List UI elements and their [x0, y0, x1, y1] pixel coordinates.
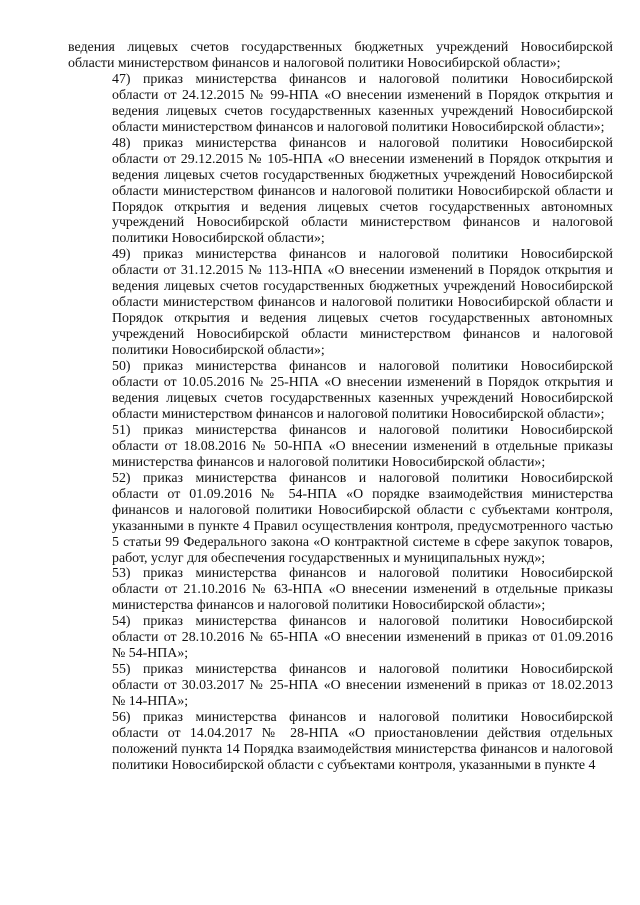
text-line: 48) приказ министерства финансов и налоговой политики Новосибирской [112, 135, 613, 151]
paragraph [68, 136, 613, 248]
text-line: ведения лицевых счетов государственных бюджетных учреждений Новосибирской [112, 279, 613, 295]
text-line: политики Новосибирской области с субъектами контроля, указанными в пункте 4 [112, 757, 596, 773]
text-line: 47) приказ министерства финансов и налоговой политики Новосибирской [112, 71, 613, 87]
text-line: указанными в пункте 4 Правил осуществления контроля, предусмотренного частью [112, 518, 613, 534]
text-line: 49) приказ министерства финансов и налоговой политики Новосибирской [112, 247, 613, 263]
text-line: ведения лицевых счетов государственных казенных учреждений Новосибирской [112, 103, 613, 119]
text-line: 54) приказ министерства финансов и налоговой политики Новосибирской [112, 614, 613, 630]
text-line: области от 10.05.2016 № 25-НПА «О внесении изменений в Порядок открытия и [112, 375, 613, 391]
paragraph [68, 662, 613, 710]
text-line: министерства финансов и налоговой политики Новосибирской области»; [112, 598, 546, 614]
text-line: политики Новосибирской области»; [112, 231, 325, 247]
paragraph [68, 566, 613, 614]
text-line: учреждений Новосибирской области министерством финансов и налоговой [112, 215, 613, 231]
text-line: положений пункта 14 Порядка взаимодействия министерства финансов и налоговой [112, 741, 613, 757]
paragraph [68, 247, 613, 359]
text-line: области министерством финансов и налоговой политики Новосибирской области»; [112, 406, 605, 422]
text-line: ведения лицевых счетов государственных казенных учреждений Новосибирской [112, 390, 613, 406]
text-line: области от 14.04.2017 № 28-НПА «О приостановлении действия отдельных [112, 725, 613, 741]
text-line: области министерством финансов и налоговой политики Новосибирской области и [112, 183, 613, 199]
paragraph [68, 359, 613, 423]
text-line: Порядок открытия и ведения лицевых счетов государственных автономных [112, 311, 613, 327]
text-line: 52) приказ министерства финансов и налоговой политики Новосибирской [112, 470, 613, 486]
text-line: области министерством финансов и налоговой политики Новосибирской области и [112, 295, 613, 311]
text-line: ведения лицевых счетов государственных бюджетных учреждений Новосибирской [68, 40, 613, 55]
text-line: учреждений Новосибирской области министерством финансов и налоговой [112, 327, 613, 343]
text-line: политики Новосибирской области»; [112, 343, 325, 359]
text-line: 55) приказ министерства финансов и налоговой политики Новосибирской [112, 662, 613, 678]
paragraph [68, 471, 613, 567]
text-line: работ, услуг для обеспечения государственных и муниципальных нужд»; [112, 550, 546, 566]
text-line: 50) приказ министерства финансов и налоговой политики Новосибирской [112, 359, 613, 375]
paragraph [68, 72, 613, 136]
text-line: № 14-НПА»; [112, 694, 189, 710]
text-line: области от 21.10.2016 № 63-НПА «О внесении изменений в отдельные приказы [112, 582, 613, 598]
text-line: 5 статьи 99 Федерального закона «О контрактной системе в сфере закупок товаров, [112, 534, 613, 550]
paragraph [68, 423, 613, 471]
text-line: ведения лицевых счетов государственных бюджетных учреждений Новосибирской [112, 167, 613, 183]
text-line: области министерством финансов и налоговой политики Новосибирской области»; [68, 55, 561, 71]
text-line: области министерством финансов и налоговой политики Новосибирской области»; [112, 119, 605, 135]
paragraph [68, 710, 613, 774]
text-line: министерства финансов и налоговой политики Новосибирской области»; [112, 454, 546, 470]
paragraph [68, 40, 613, 72]
text-line: области от 30.03.2017 № 25-НПА «О внесении изменений в приказ от 18.02.2013 [112, 678, 613, 694]
paragraph [68, 614, 613, 662]
document-body [68, 40, 613, 774]
text-line: области от 29.12.2015 № 105-НПА «О внесении изменений в Порядок открытия и [112, 151, 613, 167]
text-line: финансов и налоговой политики Новосибирской области с субъектами контроля, [112, 502, 613, 518]
text-line: 51) приказ министерства финансов и налоговой политики Новосибирской [112, 422, 613, 438]
text-line: 56) приказ министерства финансов и налоговой политики Новосибирской [112, 710, 613, 726]
text-line: области от 01.09.2016 № 54-НПА «О порядке взаимодействия министерства [112, 486, 613, 502]
text-line: области от 18.08.2016 № 50-НПА «О внесении изменений в отдельные приказы [112, 438, 613, 454]
text-line: Порядок открытия и ведения лицевых счетов государственных автономных [112, 199, 613, 215]
text-line: 53) приказ министерства финансов и налоговой политики Новосибирской [112, 566, 613, 582]
text-line: № 54-НПА»; [112, 646, 189, 662]
text-line: области от 28.10.2016 № 65-НПА «О внесении изменений в приказ от 01.09.2016 [112, 630, 613, 646]
text-line: области от 24.12.2015 № 99-НПА «О внесении изменений в Порядок открытия и [112, 87, 613, 103]
text-line: области от 31.12.2015 № 113-НПА «О внесении изменений в Порядок открытия и [112, 263, 613, 279]
document-page [68, 40, 613, 774]
